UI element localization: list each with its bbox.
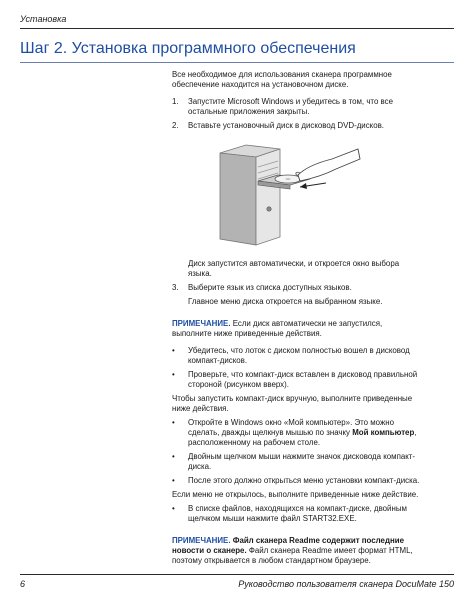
bullet: • (172, 346, 175, 355)
list-item-text: После этого должно открыться меню установки компакт-диска. (188, 476, 420, 485)
page-number: 6 (20, 579, 26, 589)
step-text: Запустите Microsoft Windows и убедитесь в том, что все остальные приложения закрыты. (188, 97, 393, 116)
step-3-result: Главное меню диска откроется на выбранном языке. (188, 297, 383, 306)
list-item-text (188, 418, 416, 447)
step-text: Выберите язык из списка доступных языков. (188, 283, 352, 292)
list-item-text: Двойным щелчком мыши нажмите значок дисковода компакт-диска. (188, 452, 416, 471)
note-bold-text: Файл сканера Readme содержит последние новости о сканере. (172, 536, 404, 555)
list-item (172, 476, 420, 486)
list-item (172, 504, 420, 524)
note-1 (172, 319, 420, 339)
list-item-text: Проверьте, что компакт-диск вставлен в дисковод правильной стороной (рисунком вверх). (188, 370, 418, 389)
footer-doc-title: Руководство пользователя сканера DocuMate 150 (238, 579, 454, 589)
step-1 (172, 97, 420, 117)
bullet: • (172, 370, 175, 379)
list-item (172, 418, 420, 448)
step-3 (172, 283, 420, 293)
footer-rule (20, 574, 454, 575)
note-label: ПРИМЕЧАНИЕ. (172, 319, 231, 328)
computer-tower-illustration (200, 143, 392, 247)
intro-paragraph: Все необходимое для использования сканера программное обеспечение находится на установочном диске. (172, 70, 392, 89)
my-computer-label: Мой компьютер (352, 428, 415, 437)
header-rule (20, 28, 454, 29)
title-rule (20, 62, 454, 63)
bullet: • (172, 476, 175, 485)
step-number: 3. (172, 283, 179, 292)
note-2 (172, 536, 420, 566)
list-item-text-end: , расположенному на рабочем столе. (188, 428, 417, 447)
note-text: Если диск автоматически не запустился, выполните ниже приведенные действия. (172, 319, 383, 338)
list-item (172, 370, 420, 390)
step-number: 1. (172, 97, 179, 106)
list-item-text: В списке файлов, находящихся на компакт-диске, двойным щелчком мыши нажмите файл START32.EXE. (188, 504, 407, 523)
fallback-intro: Если меню не открылось, выполните приведенные ниже действие. (172, 490, 419, 499)
manual-intro: Чтобы запустить компакт-диск вручную, выполните приведенные ниже действия. (172, 394, 413, 413)
list-item-text: Убедитесь, что лоток с диском полностью вошел в дисковод компакт-дисков. (188, 346, 410, 365)
running-header: Установка (20, 14, 67, 24)
note-text: Файл сканера Readme имеет формат HTML, поэтому открывается в любом стандартном браузере. (172, 546, 413, 565)
step-number: 2. (172, 121, 179, 130)
step-2 (172, 121, 420, 131)
step-text: Вставьте установочный диск в дисковод DVD-дисков. (188, 121, 384, 130)
after-figure-text: Диск запустится автоматически, и откроется окно выбора языка. (188, 259, 400, 278)
list-item (172, 346, 420, 366)
bullet: • (172, 452, 175, 461)
dvd-insert-illustration (200, 143, 392, 247)
bullet: • (172, 418, 175, 427)
note-label: ПРИМЕЧАНИЕ. (172, 536, 231, 545)
bullet: • (172, 504, 175, 513)
list-item (172, 452, 420, 472)
main-content (172, 70, 420, 566)
list-item-text-start: Откройте в Windows окно «Мой компьютер». Это можно сделать, дважды щелкнув мышью по значку (188, 418, 394, 437)
page-title: Шаг 2. Установка программного обеспечения (20, 40, 356, 57)
